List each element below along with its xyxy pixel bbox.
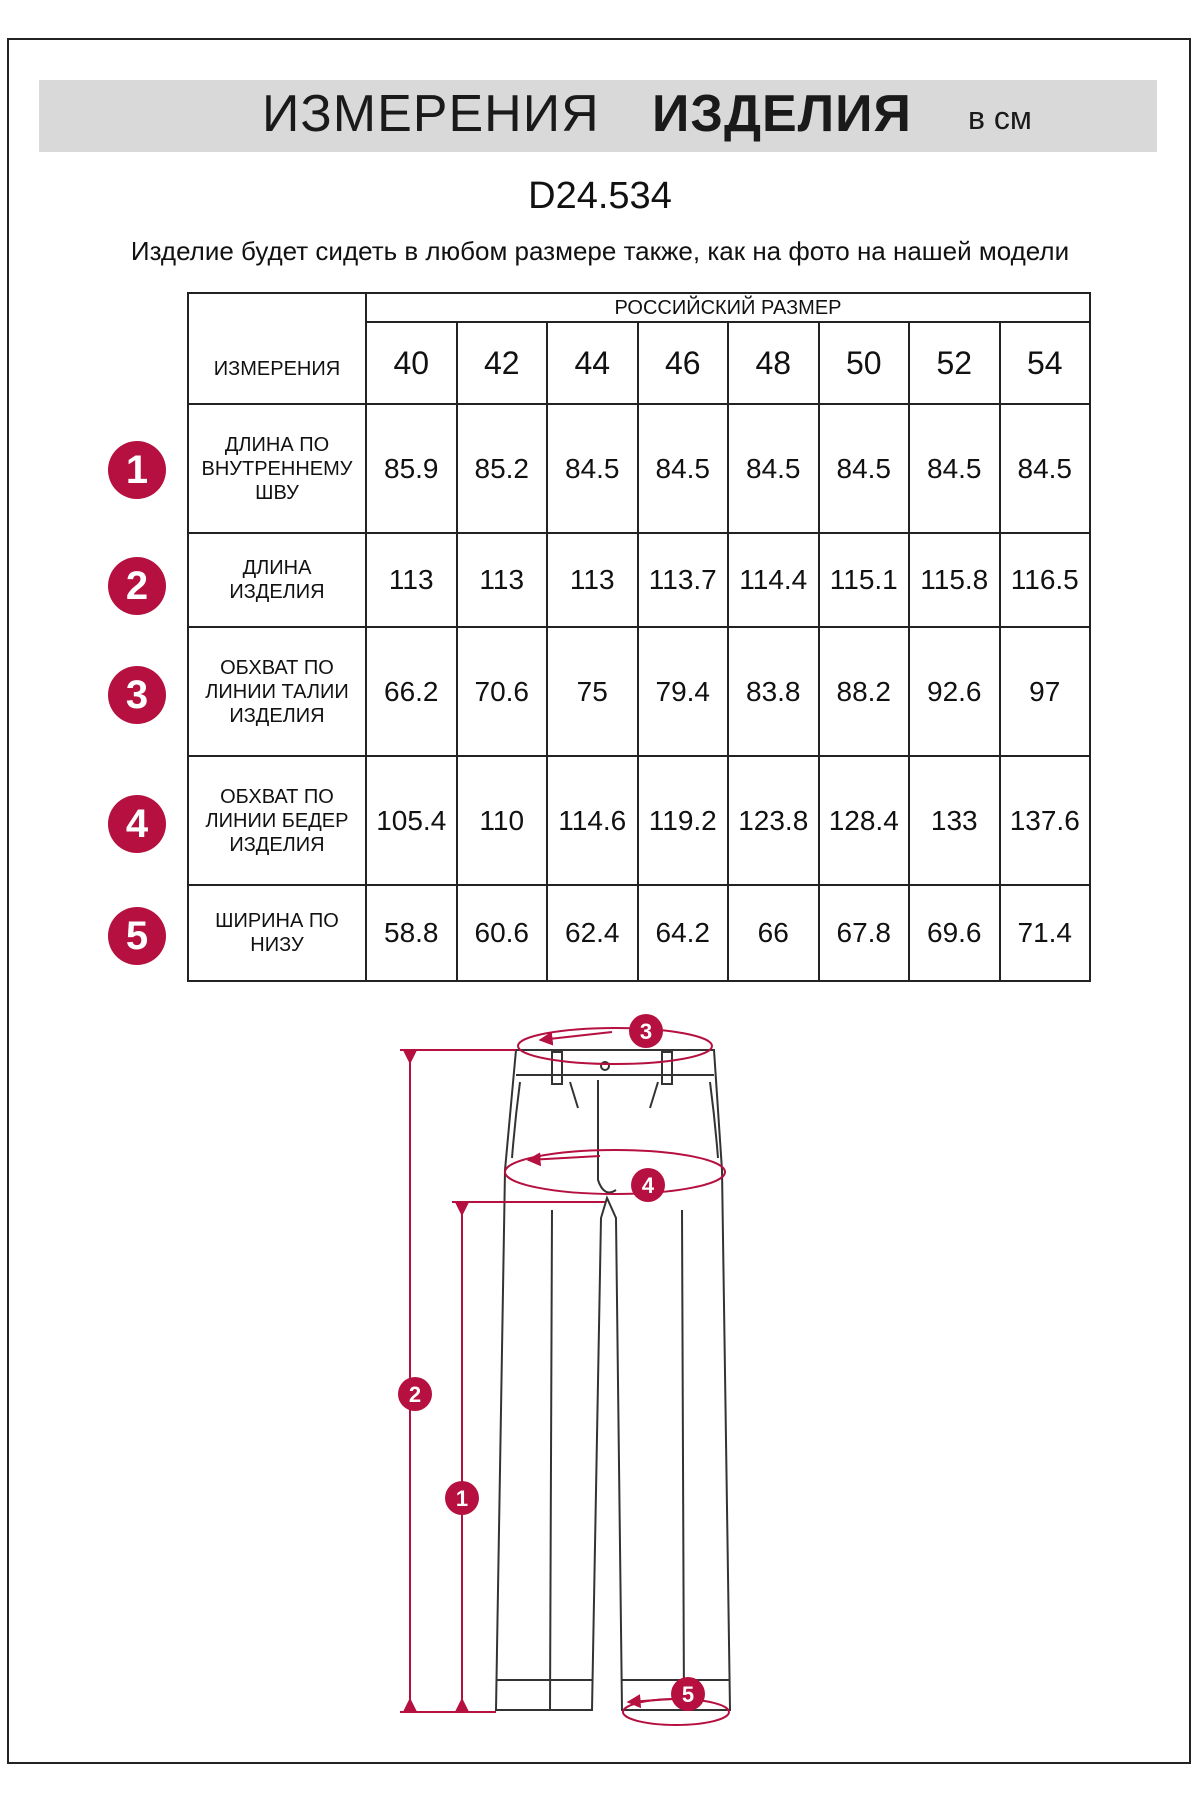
title-part-product: ИЗДЕЛИЯ xyxy=(652,85,912,143)
title-part-measurements: ИЗМЕРЕНИЯ xyxy=(262,85,600,143)
table-cell: 84.5 xyxy=(728,404,819,533)
table-cell: 84.5 xyxy=(1000,404,1091,533)
table-cell: 137.6 xyxy=(1000,756,1091,885)
table-cell: 67.8 xyxy=(819,885,910,981)
table-row xyxy=(188,533,1090,627)
table-cell: 123.8 xyxy=(728,756,819,885)
table-cell: 115.8 xyxy=(909,533,1000,627)
table-cell: 62.4 xyxy=(547,885,638,981)
table-cell: 79.4 xyxy=(638,627,729,756)
table-cell: 115.1 xyxy=(819,533,910,627)
size-header: 50 xyxy=(819,322,910,404)
row-number-badge: 1 xyxy=(108,441,166,499)
table-cell: 110 xyxy=(457,756,548,885)
table-cell: 119.2 xyxy=(638,756,729,885)
table-cell: 84.5 xyxy=(819,404,910,533)
table-cell: 113 xyxy=(547,533,638,627)
row-label: ОБХВАТ ПО ЛИНИИ БЕДЕР ИЗДЕЛИЯ xyxy=(188,756,366,885)
fit-note: Изделие будет сидеть в любом размере также, как на фото на нашей модели xyxy=(130,236,1070,266)
row-label: ДЛИНА ПО ВНУТРЕННЕМУ ШВУ xyxy=(188,404,366,533)
table-row xyxy=(188,627,1090,756)
title-unit: в см xyxy=(968,100,1032,136)
measurements-header: ИЗМЕРЕНИЯ xyxy=(188,293,366,404)
row-number-badge: 2 xyxy=(108,557,166,615)
table-cell: 71.4 xyxy=(1000,885,1091,981)
marker-label: 3 xyxy=(639,1019,653,1044)
table-cell: 114.4 xyxy=(728,533,819,627)
row-label: ШИРИНА ПО НИЗУ xyxy=(188,885,366,981)
marker-label: 5 xyxy=(681,1682,695,1707)
table-cell: 84.5 xyxy=(638,404,729,533)
size-header: 46 xyxy=(638,322,729,404)
marker-label: 2 xyxy=(408,1382,422,1407)
table-cell: 97 xyxy=(1000,627,1091,756)
table-cell: 58.8 xyxy=(366,885,457,981)
table-cell: 105.4 xyxy=(366,756,457,885)
table-cell: 60.6 xyxy=(457,885,548,981)
size-header: 48 xyxy=(728,322,819,404)
table-cell: 66 xyxy=(728,885,819,981)
row-number-badge: 5 xyxy=(108,907,166,965)
table-cell: 92.6 xyxy=(909,627,1000,756)
table-cell: 84.5 xyxy=(909,404,1000,533)
table-cell: 114.6 xyxy=(547,756,638,885)
table-cell: 128.4 xyxy=(819,756,910,885)
size-group-header: РОССИЙСКИЙ РАЗМЕР xyxy=(366,293,1090,322)
table-cell: 113 xyxy=(366,533,457,627)
table-cell: 113.7 xyxy=(638,533,729,627)
size-header: 40 xyxy=(366,322,457,404)
size-table xyxy=(187,292,1091,982)
marker-label: 4 xyxy=(641,1173,655,1198)
table-cell: 64.2 xyxy=(638,885,729,981)
trousers-outline xyxy=(496,1050,730,1710)
article-number: D24.534 xyxy=(528,175,672,217)
size-header: 52 xyxy=(909,322,1000,404)
row-label: ОБХВАТ ПО ЛИНИИ ТАЛИИ ИЗДЕЛИЯ xyxy=(188,627,366,756)
row-label: ДЛИНА ИЗДЕЛИЯ xyxy=(188,533,366,627)
table-cell: 69.6 xyxy=(909,885,1000,981)
size-header: 44 xyxy=(547,322,638,404)
table-cell: 84.5 xyxy=(547,404,638,533)
trousers-diagram xyxy=(380,1000,780,1740)
table-cell: 88.2 xyxy=(819,627,910,756)
table-row xyxy=(188,404,1090,533)
table-cell: 75 xyxy=(547,627,638,756)
table-cell: 70.6 xyxy=(457,627,548,756)
table-row xyxy=(188,885,1090,981)
size-header: 54 xyxy=(1000,322,1091,404)
row-number-badge: 4 xyxy=(108,795,166,853)
marker-label: 1 xyxy=(455,1486,469,1511)
table-cell: 66.2 xyxy=(366,627,457,756)
table-cell: 83.8 xyxy=(728,627,819,756)
table-cell: 85.2 xyxy=(457,404,548,533)
table-row xyxy=(188,756,1090,885)
table-cell: 133 xyxy=(909,756,1000,885)
table-cell: 85.9 xyxy=(366,404,457,533)
size-header: 42 xyxy=(457,322,548,404)
row-number-badge: 3 xyxy=(108,666,166,724)
table-cell: 113 xyxy=(457,533,548,627)
table-cell: 116.5 xyxy=(1000,533,1091,627)
measure-lines xyxy=(400,1028,729,1725)
